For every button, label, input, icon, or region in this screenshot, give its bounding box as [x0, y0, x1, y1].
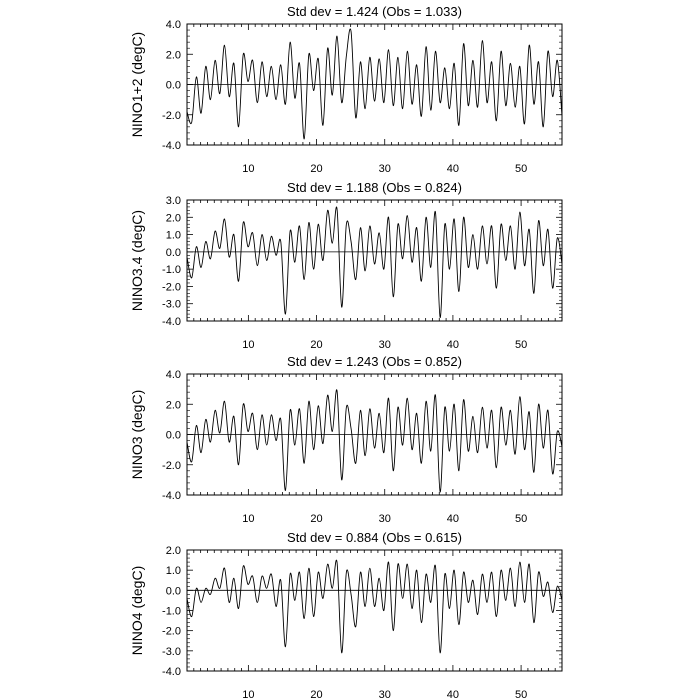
- series-line: [187, 560, 562, 653]
- y-tick-label: 2.0: [165, 49, 181, 62]
- panel-4: [129, 530, 562, 700]
- y-tick-label: 2.0: [165, 399, 181, 412]
- y-tick-label: -4.0: [162, 490, 181, 502]
- y-tick-label: 2.0: [165, 212, 181, 225]
- panel-1: [129, 4, 562, 175]
- x-tick-label: 10: [242, 689, 255, 700]
- y-tick-label: 1.0: [165, 565, 181, 578]
- panel-2: [129, 180, 562, 351]
- x-tick-label: 40: [446, 513, 460, 525]
- x-tick-label: 20: [310, 163, 323, 175]
- y-tick-label: -1.0: [162, 605, 181, 618]
- y-tick-label: -2.0: [162, 625, 181, 638]
- x-tick-label: 20: [310, 513, 323, 525]
- x-tick-label: 20: [310, 689, 323, 700]
- panel-title: Std dev = 1.243 (Obs = 0.852): [287, 354, 462, 369]
- y-tick-label: -2.0: [162, 459, 181, 472]
- y-tick-label: -4.0: [162, 316, 181, 328]
- y-tick-label: 4.0: [165, 369, 181, 381]
- y-tick-label: 0.0: [165, 246, 181, 259]
- x-tick-label: 10: [242, 513, 255, 525]
- x-tick-label: 30: [378, 513, 391, 525]
- panel-3: [129, 354, 562, 525]
- panel-title: Std dev = 0.884 (Obs = 0.615): [287, 530, 462, 545]
- x-tick-label: 40: [446, 689, 460, 700]
- x-tick-label: 50: [514, 163, 528, 175]
- panel-title: Std dev = 1.188 (Obs = 0.824): [287, 180, 462, 195]
- y-tick-label: -2.0: [162, 281, 181, 294]
- y-axis-label: NINO1+2 (degC): [129, 31, 145, 138]
- y-tick-label: 4.0: [165, 19, 181, 31]
- series-line: [187, 29, 562, 139]
- x-tick-label: 50: [514, 339, 528, 351]
- x-tick-label: 20: [310, 339, 323, 351]
- x-tick-label: 50: [514, 689, 528, 700]
- panel-title: Std dev = 1.424 (Obs = 1.033): [287, 4, 462, 19]
- y-axis-label: NINO3 (degC): [129, 389, 145, 480]
- x-tick-label: 40: [446, 339, 460, 351]
- series-line: [187, 390, 562, 492]
- y-tick-label: -1.0: [162, 264, 181, 277]
- y-tick-label: 2.0: [165, 545, 181, 557]
- y-axis-label: NINO3.4 (degC): [129, 209, 145, 312]
- y-tick-label: 0.0: [165, 585, 181, 598]
- y-tick-label: 0.0: [165, 429, 181, 442]
- y-axis-label: NINO4 (degC): [129, 565, 145, 656]
- y-tick-label: -3.0: [162, 298, 181, 311]
- x-tick-label: 30: [378, 163, 391, 175]
- y-tick-label: -3.0: [162, 645, 181, 658]
- x-tick-label: 50: [514, 513, 528, 525]
- y-tick-label: -4.0: [162, 140, 181, 152]
- y-tick-label: 1.0: [165, 229, 181, 242]
- x-tick-label: 40: [446, 163, 460, 175]
- x-tick-label: 10: [242, 163, 255, 175]
- y-tick-label: -4.0: [162, 666, 181, 678]
- y-tick-label: 0.0: [165, 79, 181, 92]
- x-tick-label: 30: [378, 339, 391, 351]
- y-tick-label: 3.0: [165, 195, 181, 207]
- y-tick-label: -2.0: [162, 109, 181, 122]
- x-tick-label: 10: [242, 339, 255, 351]
- series-line: [187, 207, 562, 318]
- x-tick-label: 30: [378, 689, 391, 700]
